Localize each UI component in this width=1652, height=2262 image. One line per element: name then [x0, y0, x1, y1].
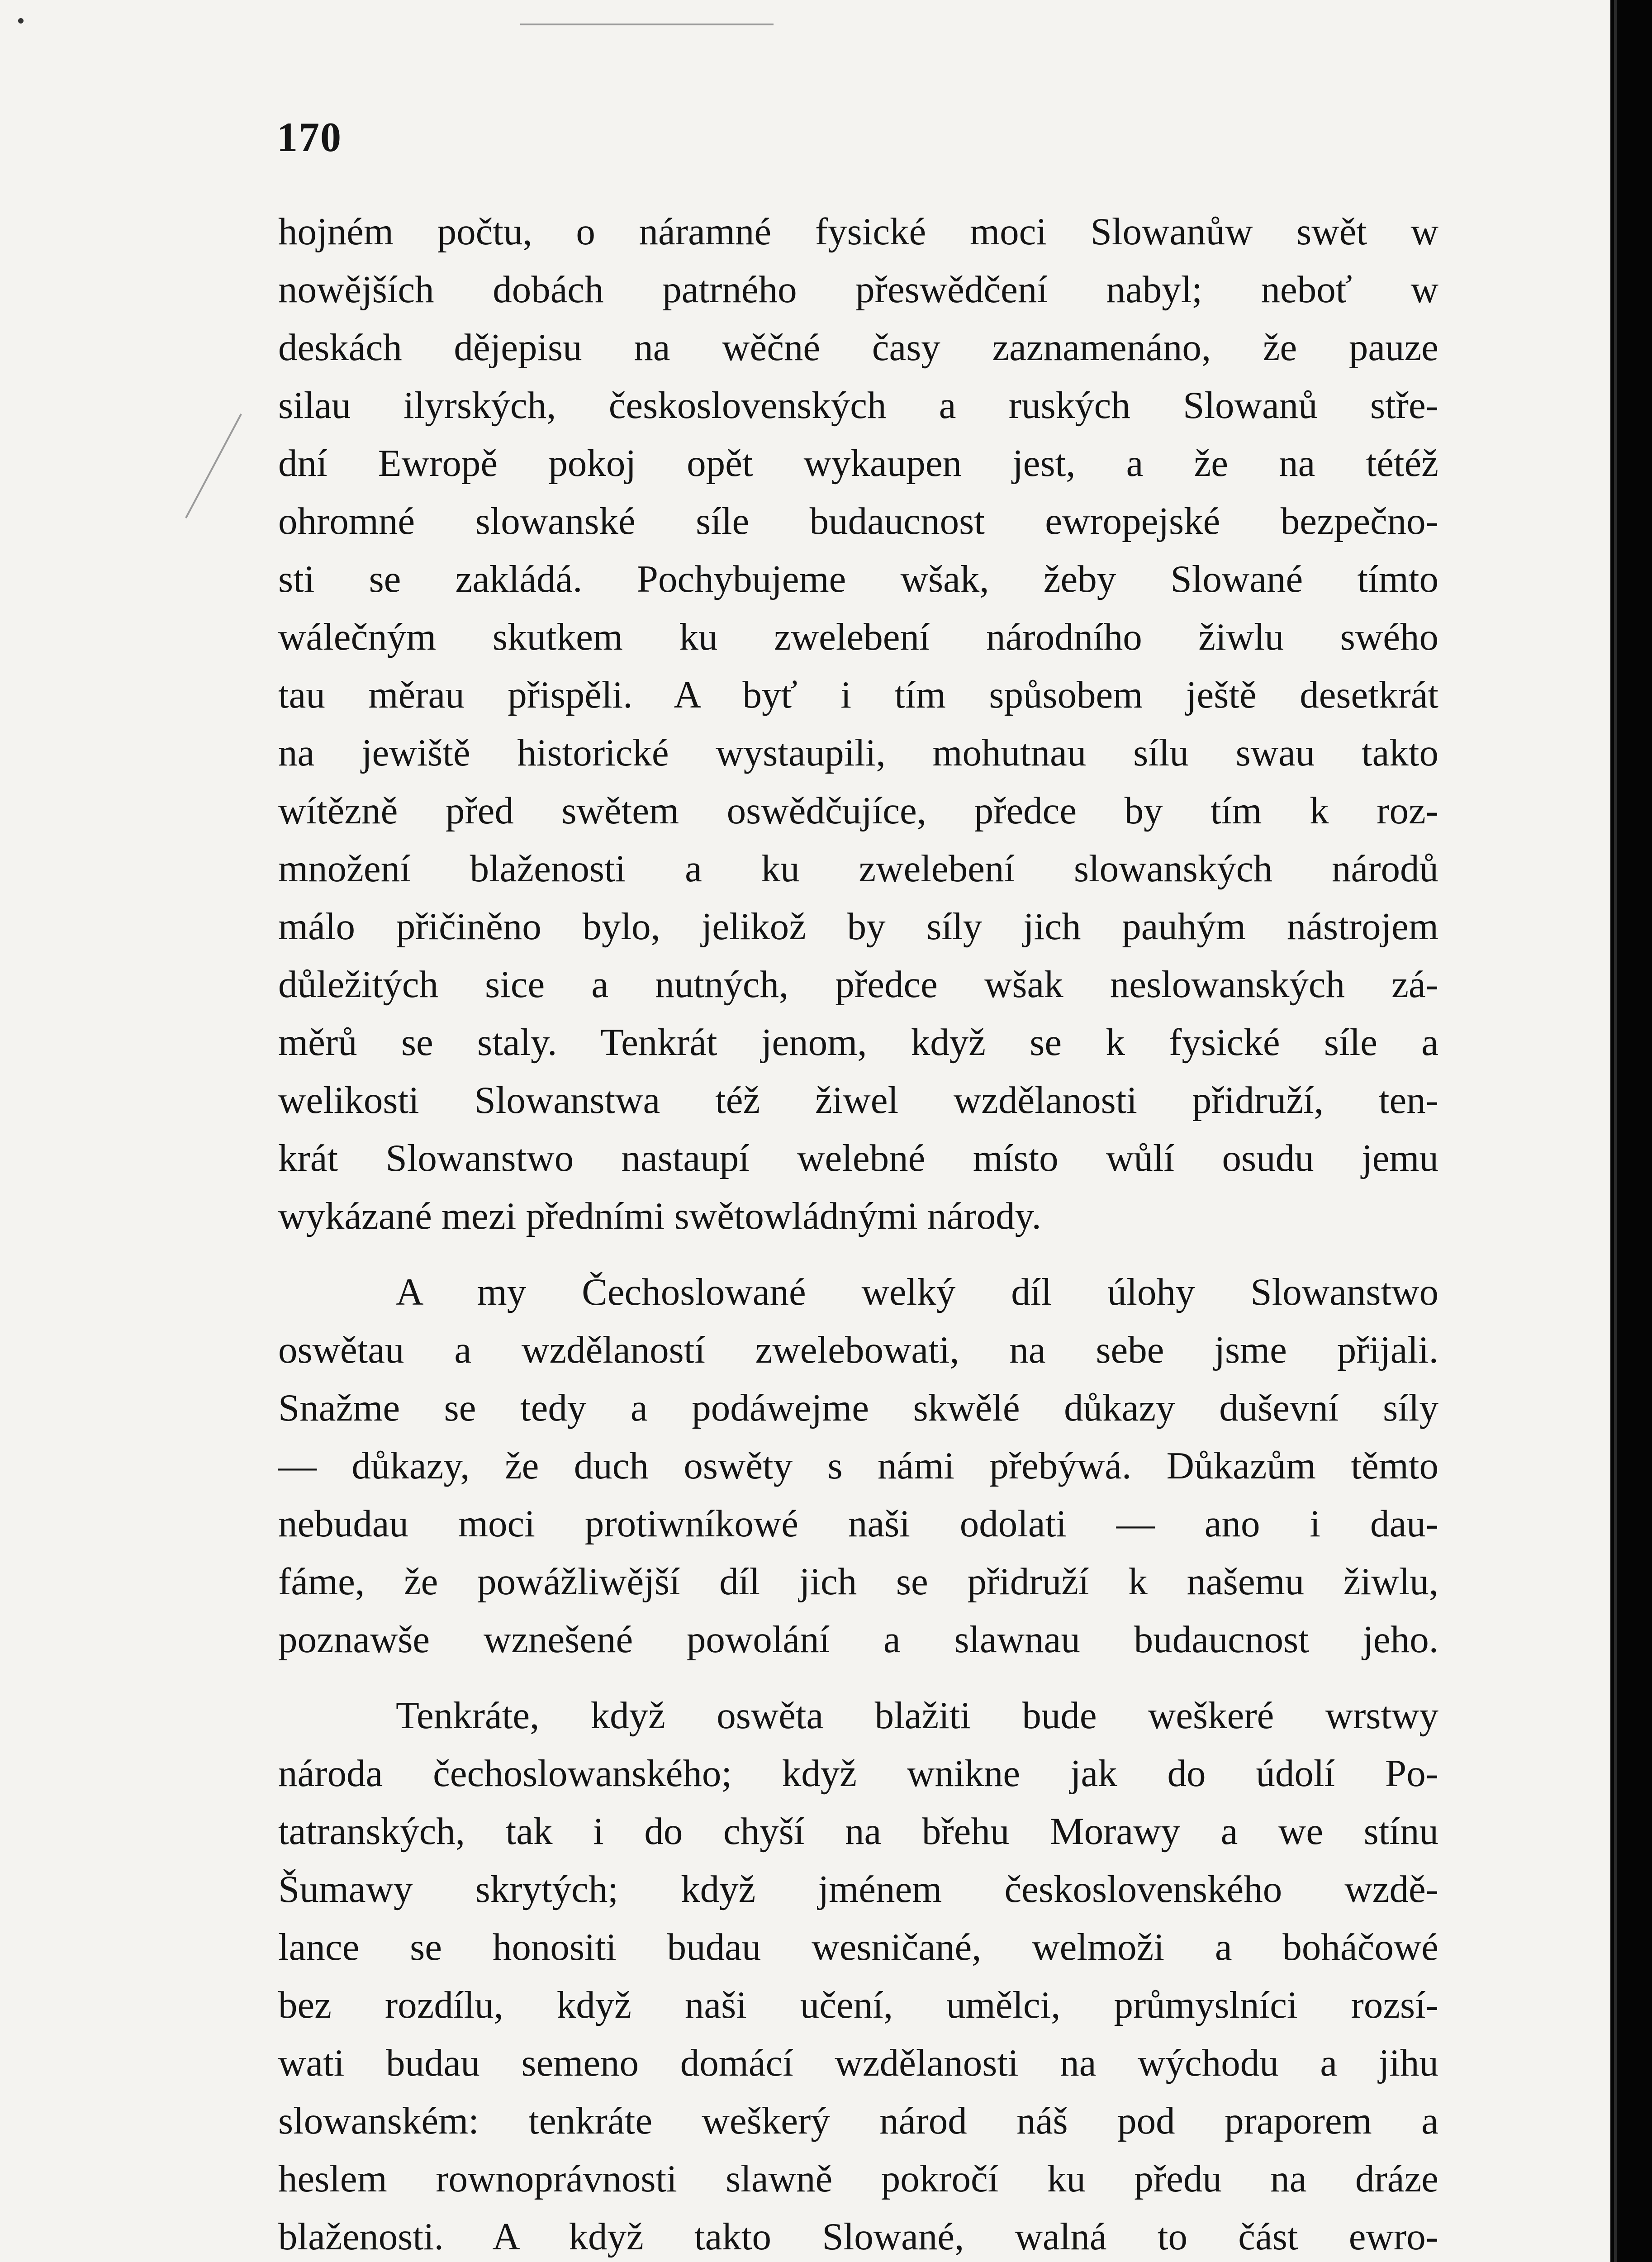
text-line: lance se honositi budau wesničané, welmoži a boháčowé: [278, 1926, 1438, 1968]
text-line: dní Ewropě pokoj opět wykaupen jest, a že na tétéž: [278, 442, 1438, 485]
paragraph-gap: [278, 1668, 1438, 1687]
text-line: blaženosti. A když takto Slowané, walná to část ewro-: [278, 2215, 1438, 2258]
text-line: množení blaženosti a ku zwelebení slowanských národů: [278, 847, 1438, 890]
text-line: welikosti Slowanstwa též žiwel wzdělanosti přidruží, ten-: [278, 1079, 1438, 1121]
text-line: tau měrau přispěli. A byť i tím spůsobem ještě desetkrát: [278, 674, 1438, 716]
text-line: poznawše wznešené powolání a slawnau budaucnost jeho.: [278, 1618, 1438, 1661]
text-line: ohromné slowanské síle budaucnost ewropejské bezpečno-: [278, 500, 1438, 542]
text-line: tatranských, tak i do chyší na břehu Morawy a we stínu: [278, 1810, 1438, 1853]
text-line: Tenkráte, když oswěta blažiti bude weškeré wrstwy: [396, 1694, 1438, 1737]
text-line: silau ilyrských, československých a ruských Slowanů stře-: [278, 384, 1438, 427]
text-line: bez rozdílu, když naši učení, umělci, průmyslníci rozsí-: [278, 1984, 1438, 2026]
text-line: Snažme se tedy a podáwejme skwělé důkazy duševní síly: [278, 1387, 1438, 1429]
scan-mark-dot: [18, 18, 24, 24]
page-body: [278, 203, 1438, 2262]
text-line: sti se zakládá. Pochybujeme wšak, žeby Slowané tímto: [278, 558, 1438, 600]
page-number: 170: [277, 114, 342, 160]
text-line: měrů se staly. Tenkrát jenom, když se k fysické síle a: [278, 1021, 1438, 1064]
text-line: na jewiště historické wystaupili, mohutnau sílu swau takto: [278, 732, 1438, 774]
text-line: deskách dějepisu na wěčné časy zaznamenáno, že pauze: [278, 326, 1438, 369]
text-line: nowějších dobách patrného přeswědčení nabyl; neboť w: [278, 268, 1438, 311]
text-line: fáme, že powážliwější díl jich se přidruží k našemu žiwlu,: [278, 1560, 1438, 1603]
text-line: národa čechoslowanského; když wnikne jak do údolí Po-: [278, 1752, 1438, 1795]
text-line: hojném počtu, o náramné fysické moci Slowanůw swět w: [278, 210, 1438, 253]
text-line: krát Slowanstwo nastaupí welebné místo wůlí osudu jemu: [278, 1137, 1438, 1179]
text-line: slowanském: tenkráte weškerý národ náš pod praporem a: [278, 2100, 1438, 2142]
text-line: důležitých sice a nutných, předce wšak neslowanských zá-: [278, 963, 1438, 1006]
text-line: wítězně před swětem oswědčujíce, předce by tím k roz-: [278, 789, 1438, 832]
text-line: oswětau a wzdělaností zwelebowati, na sebe jsme přijali.: [278, 1329, 1438, 1371]
text-line: málo přičiněno bylo, jelikož by síly jich pauhým nástrojem: [278, 905, 1438, 948]
text-line: wálečným skutkem ku zwelebení národního žiwlu swého: [278, 616, 1438, 658]
text-line: wykázané mezi předními swětowládnými národy.: [278, 1195, 1041, 1237]
text-line: — důkazy, že duch oswěty s námi přebýwá. Důkazům těmto: [278, 1445, 1438, 1487]
text-line: wati budau semeno domácí wzdělanosti na wýchodu a jihu: [278, 2042, 1438, 2084]
text-line: A my Čechoslowané welký díl úlohy Slowanstwo: [396, 1271, 1438, 1313]
scan-mark-top: [520, 24, 774, 25]
text-line: nebudau moci protiwníkowé naši odolati — ano i dau-: [278, 1502, 1438, 1545]
text-line: heslem rownoprávnosti slawně pokročí ku předu na dráze: [278, 2157, 1438, 2200]
paragraph-gap: [278, 1245, 1438, 1263]
scan-border-line: [1614, 0, 1617, 2262]
scan-mark-left: [185, 413, 242, 518]
text-line: Šumawy skrytých; když jménem československého wzdě-: [278, 1868, 1438, 1910]
